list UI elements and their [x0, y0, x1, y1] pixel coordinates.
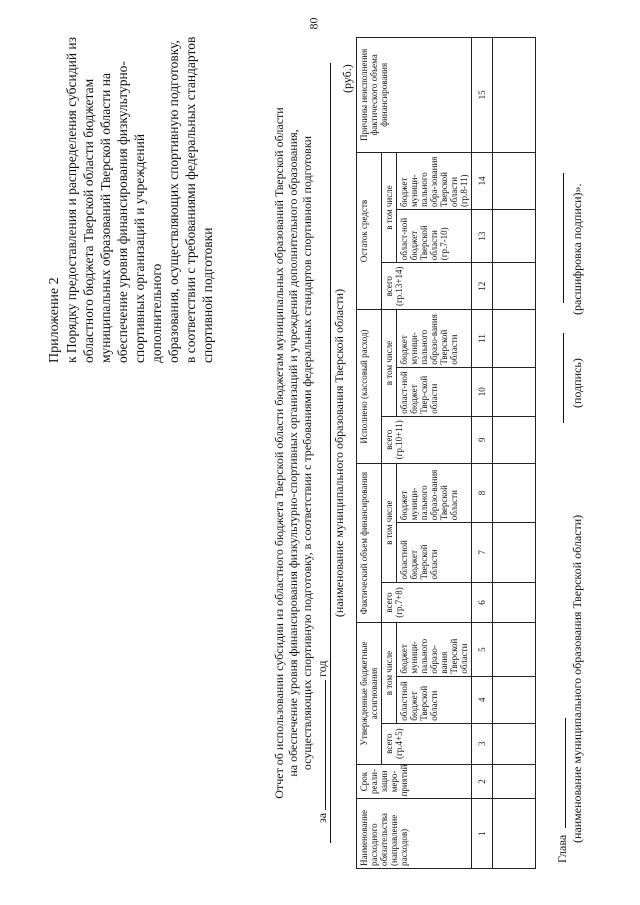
header-including: в том числе [382, 309, 397, 415]
appendix-line: обеспечение уровня финансирования физкультурно- [115, 60, 130, 363]
header-total: всего (гр.7+8) [382, 582, 472, 623]
header-actual: Фактический объем финансирования [357, 463, 382, 623]
municipality-caption: (наименование муниципального образования Тверской области) [330, 63, 347, 843]
header-balance: Остаток средств [357, 152, 382, 310]
column-number: 12 [472, 262, 493, 309]
appendix-line: областного бюджета Тверской области бюджетам [81, 78, 96, 363]
appendix-header [46, 33, 216, 363]
header-including: в том числе [382, 152, 397, 263]
header-including: в том числе [382, 622, 397, 722]
appendix-line: муниципальных образований Тверской области на [98, 72, 113, 363]
appendix-line: к Порядку предоставления и распределения субсидий из [64, 36, 79, 363]
header-regional: областной бюджет Тверской области [397, 522, 472, 581]
column-number: 9 [472, 416, 493, 463]
header-executed: Исполнено (кассовый расход) [357, 309, 382, 463]
decoding-blank [563, 173, 564, 303]
signature-head-blank [555, 717, 566, 827]
column-number: 6 [472, 582, 493, 623]
appendix-line: спортивной подготовки [200, 227, 215, 363]
report-title-line: осуществляющих спортивную подготовку, в соответствии с требованиями федеральных стандартов спортивной подготовки [300, 135, 314, 770]
header-regional: област-ной бюджет Тверской области (гр.7-10) [397, 209, 472, 262]
header-name: Наименование расходного обязательства (направление расходов) [357, 798, 472, 868]
appendix-line: спортивных организаций и учреждений дополнительного [132, 133, 164, 363]
header-total: всего (гр.13+14) [382, 262, 472, 309]
page-number: 80 [306, 17, 321, 30]
appendix-title: Приложение 2 [47, 276, 62, 363]
report-table [356, 37, 536, 869]
report-year-blank [314, 679, 326, 809]
column-number: 14 [472, 152, 493, 209]
header-regional: област-ной бюджет Твер-ской области [397, 367, 472, 416]
header-approved: Утвержденные бюджетные ассигнования [357, 622, 382, 763]
report-period-god: год [315, 660, 329, 677]
column-number: 11 [472, 309, 493, 366]
column-number: 5 [472, 622, 493, 675]
report-title-line: Отчет об использовании субсидии из областного бюджета Тверской области бюджетам муниципальных образований Тверской области [272, 106, 286, 799]
header-total: всего (гр.4+5) [382, 723, 472, 764]
column-number: 8 [472, 463, 493, 522]
column-number: 1 [472, 798, 493, 868]
signature-municipality-caption: (наименование муниципального образования Тверской области) [570, 514, 584, 843]
table-row [493, 37, 536, 868]
signature-head-label: Глава [555, 834, 569, 863]
header-including: в том числе [382, 463, 397, 582]
currency-unit: (руб.) [340, 63, 354, 93]
column-number-row [472, 37, 493, 868]
column-number: 13 [472, 209, 493, 262]
signature-caption: (подпись) [570, 357, 584, 408]
appendix-line: образования, осуществляющих спортивную подготовку, [166, 39, 181, 363]
column-number: 7 [472, 522, 493, 581]
column-number: 15 [472, 37, 493, 152]
header-regional: областной бюджет Тверской области [397, 676, 472, 723]
header-municipal: бюджет муници-пального образо-вания Тверской области [397, 309, 472, 366]
header-reasons: Причины неисполнения фактического объема финансирования [357, 37, 472, 152]
column-number: 10 [472, 367, 493, 416]
appendix-line: в соответствии с требованиями федеральных стандартов [183, 36, 198, 363]
signature-block [555, 43, 584, 863]
header-total: всего (гр.10+11) [382, 416, 472, 463]
landscape-sheet [40, 23, 600, 883]
decoding-caption: (расшифровка подписи)». [570, 183, 584, 315]
report-period-za: за [315, 812, 329, 823]
signature-blank [563, 333, 564, 423]
header-municipal: бюджет муници-пального обра-зования Тверской области (гр.8-11) [397, 152, 472, 209]
header-municipal: бюджет муници-пального образо-вания Тверской области [397, 622, 472, 675]
column-number: 3 [472, 723, 493, 764]
column-number: 2 [472, 764, 493, 799]
report-period [314, 43, 329, 863]
report-title-line: на обеспечение уровня финансирования физкультурно-спортивных организаций и учреждений дополнительного образования, [286, 128, 300, 777]
column-number: 4 [472, 676, 493, 723]
header-term: Срок реали-зации меро-приятий [357, 764, 472, 799]
report-title [272, 43, 329, 863]
header-municipal: бюджет муници-пального образо-вания Тверской области [397, 463, 472, 522]
